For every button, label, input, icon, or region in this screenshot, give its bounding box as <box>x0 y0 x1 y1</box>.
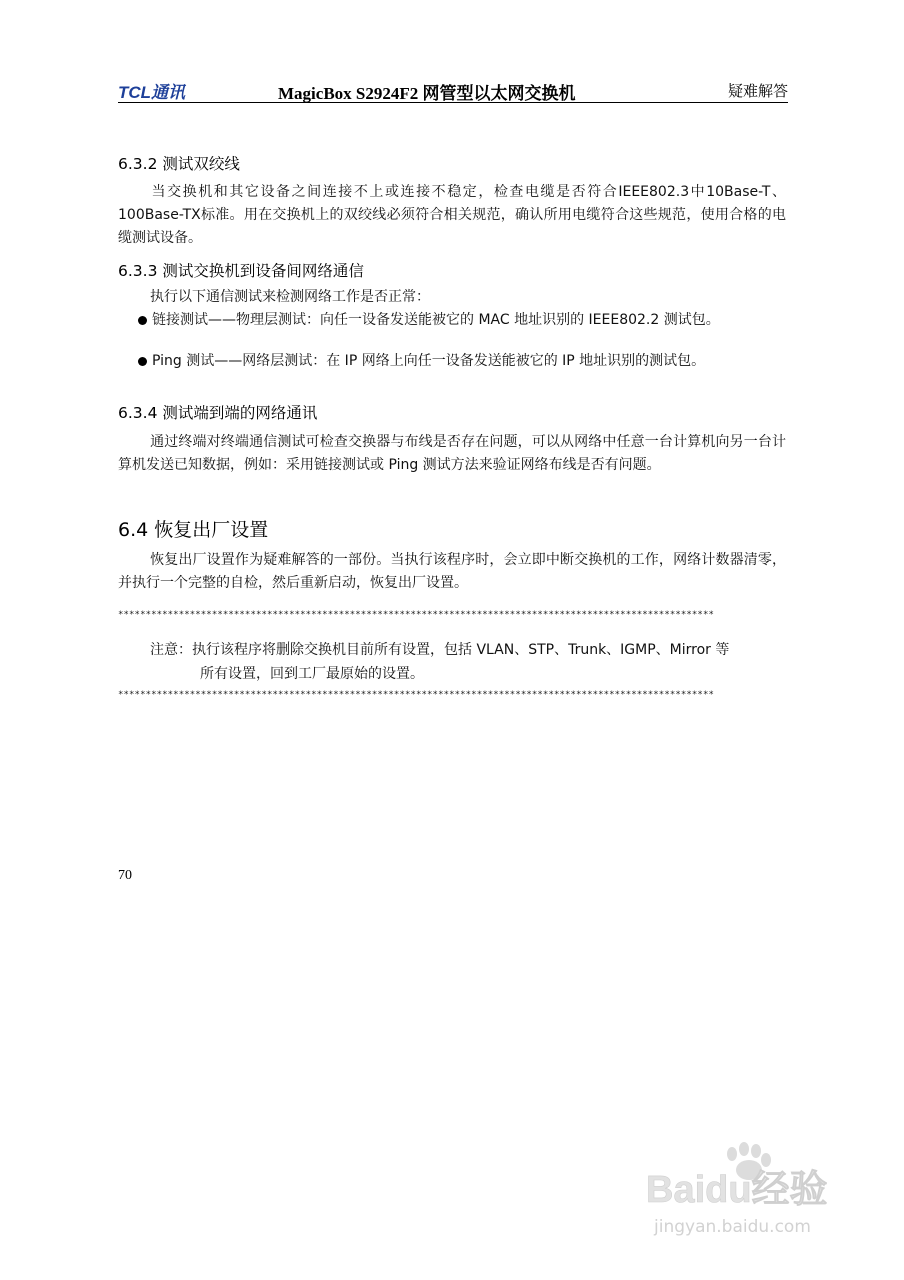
tcl-logo: TCL通讯 <box>118 83 186 102</box>
paragraph-6-4-text: 恢复出厂设置作为疑难解答的一部份。当执行该程序时，会立即中断交换机的工作，网络计数器清零，并执行一个完整的自检，然后重新启动，恢复出厂设置。 <box>118 552 786 591</box>
heading-6-3-3: 6.3.3 测试交换机到设备间网络通信 <box>118 262 364 280</box>
list-item-text: 链接测试——物理层测试：向任一设备发送能被它的 MAC 地址识别的 IEEE802.2 测试包。 <box>152 312 720 328</box>
baidu-url-text: jingyan.baidu.com <box>654 1217 811 1237</box>
note-line-2: 所有设置，回到工厂最原始的设置。 <box>200 666 424 682</box>
bullet-icon <box>138 316 147 325</box>
paragraph-6-3-3-intro-text: 执行以下通信测试来检测网络工作是否正常： <box>150 289 430 305</box>
paragraph-6-3-4 <box>118 431 786 477</box>
heading-6-3-4: 6.3.4 测试端到端的网络通讯 <box>118 404 318 422</box>
baidu-paw-icon <box>644 1140 854 1240</box>
paragraph-6-3-2 <box>118 181 786 250</box>
paragraph-6-3-4-text: 通过终端对终端通信测试可检查交换器与布线是否存在问题，可以从网络中任意一台计算机向另一台计算机发送已知数据，例如：采用链接测试或 Ping 测试方法来验证网络布线是否有问题。 <box>118 434 786 473</box>
paragraph-6-3-3-intro <box>118 286 786 309</box>
paragraph-6-4 <box>118 549 786 595</box>
baidu-brand-text: Baidu经验 <box>646 1169 828 1211</box>
heading-6-3-2: 6.3.2 测试双绞线 <box>118 155 240 173</box>
separator-top: ************************************************************************************************************ <box>118 610 714 620</box>
heading-6-4: 6.4 恢复出厂设置 <box>118 519 269 541</box>
bullet-icon <box>138 357 147 366</box>
header-title: MagicBox S2924F2 网管型以太网交换机 <box>278 84 576 103</box>
separator-bottom: ************************************************************************************************************ <box>118 690 714 700</box>
list-item <box>152 350 786 372</box>
header-section: 疑难解答 <box>727 82 788 100</box>
list-item <box>152 309 786 331</box>
page-number: 70 <box>118 868 132 883</box>
baidu-watermark <box>644 1140 854 1240</box>
page-header <box>118 76 788 103</box>
note-line-1: 注意：执行该程序将删除交换机目前所有设置，包括 VLAN、STP、Trunk、IGMP、Mirror 等 <box>150 642 730 658</box>
note-box <box>150 638 786 686</box>
paragraph-6-3-2-text: 当交换机和其它设备之间连接不上或连接不稳定，检查电缆是否符合IEEE802.3中10Base-T、100Base-TX标准。用在交换机上的双绞线必须符合相关规范，确认所用电缆符合这些规范，使用合格的电缆测试设备。 <box>118 184 786 246</box>
list-item-text: Ping 测试——网络层测试：在 IP 网络上向任一设备发送能被它的 IP 地址识别的测试包。 <box>152 353 706 369</box>
